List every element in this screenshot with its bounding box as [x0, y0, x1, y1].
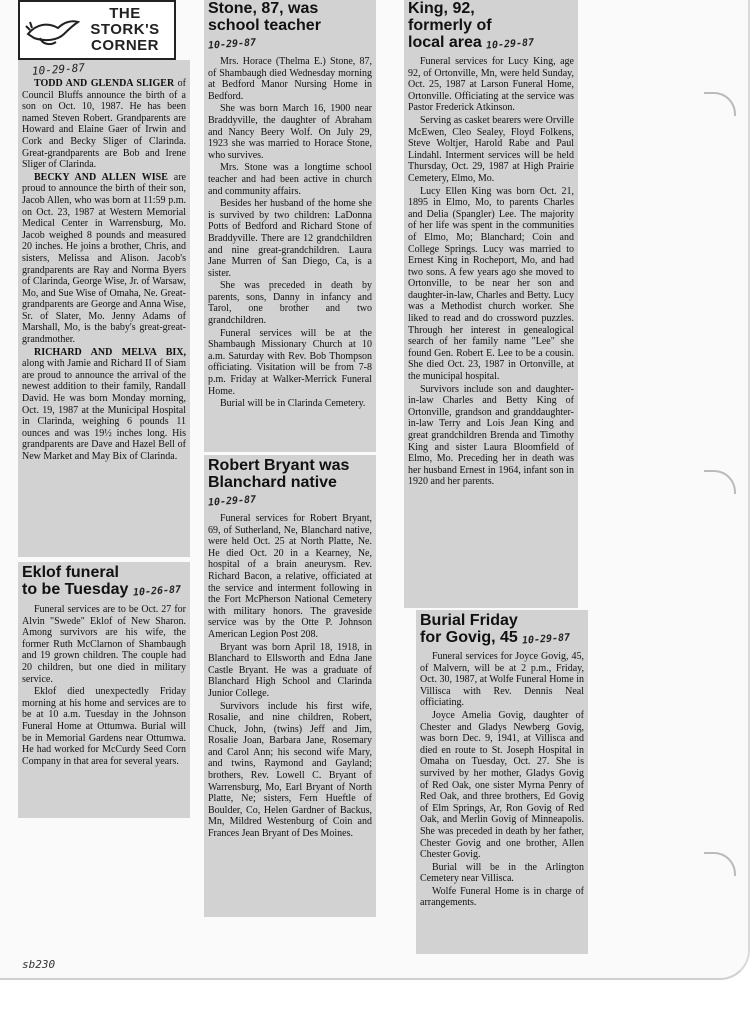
paragraph: Serving as casket bearers were Orville McEwen, Cleo Sealey, Floyd Folkens, Steve Woltjer, Harold Rabe and Paul Lindahl. Interment services will be held Thursday, Oct. 29, 1987 at High Prairie Cemetery, Elmo, Mo. [408, 114, 574, 184]
date-note: 10-29-87 [521, 632, 571, 647]
birth-announcement: of Council Bluffs announce the birth of a son on Oct. 10, 1987. He has been named Steven Robert. Grandparents are Howard and Elaine Gaer of Irwin and Cork and Becky Sliger of Clarinda. Great-grandparents are Bob and Irene Sliger of Clarinda. [22, 78, 186, 171]
logo-line: THE [109, 5, 141, 22]
storks-corner-column [18, 60, 190, 557]
date-note: 10-29-87 [207, 494, 257, 509]
headline: school teacher [208, 17, 321, 34]
date-note: 10-29-87 [31, 61, 86, 78]
birth-announcement: along with Jamie and Richard II of Siam are proud to announce the arrival of the newest addition to their family, Randall David. He was born Monday morning, Oct. 19, 1987 at the Municipal Hospital in Clarinda, weighing 6 pounds 11 ounces and was 19½ inches long. His grandparents are Dave and Hazel Bell of New Market and May Bix of Clarinda. [22, 358, 186, 462]
logo-line: STORK'S [90, 21, 160, 38]
date-note: 10-29-87 [207, 37, 257, 52]
paragraph: She was preceded in death by parents, sons, Danny in infancy and Tarol, one brother and two grandchildren. [208, 280, 372, 327]
parents-names: BECKY AND ALLEN WISE [34, 171, 168, 183]
paragraph: Lucy Ellen King was born Oct. 21, 1895 in Elmo, Mo, to parents Charles and Delia (Spangler) Lee. The majority of her life was spent in the communities of Elmo, Mo; Blanchard; Coin and College Springs. Lucy was married to Ernest King in Rocheport, Mo, and had two sons. A few years ago she moved to Ortonville, to be near her son and daughter-in-law, Charles and Betty. Lucy was a Methodist church worker. She liked to read and do crossword puzzles. Through her interest in genealogical search of her family name "Lee" she found Gen. Robert E. Lee to be a cousin. She died Oct. 23, 1987 in Ortonville, at the municipal hospital. [408, 185, 574, 383]
paragraph: Wolfe Funeral Home is in charge of arrangements. [420, 885, 584, 909]
parents-names: TODD AND GLENDA SLIGER [34, 78, 175, 89]
paragraph: Funeral services for Lucy King, age 92, of Ortonville, Mn, were held Sunday, Oct. 25, 1987 at Larson Funeral Home, Ortonville. Officiating at the service was Pastor Frederick Atkinson. [408, 56, 574, 114]
paragraph: Joyce Amelia Govig, daughter of Chester and Gladys Newberg Govig, was born Dec. 9, 1941, at Villisca and died en route to St. Joseph Hospital in Omaha on Tuesday, Oct. 27. She is survived by her mother, Gladys Govig of Red Oak, one sister Myrna Penry of Red Oak, and three brothers, Ed Govig of Elm Springs, Ar, Ron Govig of Red Oak, and Merlin Govig of Minneapolis. She was preceded in death by her father, Chester Govig and one brother, Allen Chester Govig. [420, 709, 584, 861]
stork-icon [24, 8, 80, 52]
headline: Robert Bryant was [208, 457, 350, 474]
storks-corner-logo [18, 0, 176, 60]
paragraph: Funeral services are to be Oct. 27 for Alvin "Swede" Eklof of New Sharon. Among survivors are his wife, the former Ruth McClarnon of Shambaugh and 19 grown children. The couple had 20 children, but one died in military service. [22, 604, 186, 685]
date-note: 10-26-87 [132, 584, 182, 599]
paragraph: Funeral services for Robert Bryant, 69, of Sutherland, Ne, Blanchard native, were held Oct. 25 at North Platte, Ne. He died Oct. 20 in a Kearney, Ne, hospital of a brain aneurysm. Rev. Richard Bacon, a relative, officiated at the service and interment following in the Fort McPherson National Cemetery with military honors. The graveside service was by the Otte P. Johnson American Legion Post 208. [208, 513, 372, 640]
logo-line: CORNER [90, 37, 159, 54]
parents-names: RICHARD AND MELVA BIX, [34, 346, 186, 358]
headline: for Govig, 45 [420, 629, 518, 646]
paragraph: Burial will be in the Arlington Cemetery near Villisca. [420, 861, 584, 885]
paragraph: Mrs. Stone was a longtime school teacher and had been active in church and community affairs. [208, 162, 372, 197]
king-obituary [404, 0, 578, 608]
headline: Blanchard native [208, 474, 337, 491]
paragraph: Funeral services for Joyce Govig, 45, of Malvern, will be at 2 p.m., Friday, Oct. 30, 1987, at Wolfe Funeral Home in Villisca with Rev. Dennis Neal officiating. [420, 651, 584, 709]
govig-obituary [416, 610, 588, 954]
eklof-obituary [18, 562, 190, 818]
paragraph: Eklof died unexpectedly Friday morning at his home and services are to be at 10 a.m. Tuesday in the Johnson Funeral Home at Ottumwa. Burial will be in Memorial Gardens near Ottumwa. He had worked for McCurdy Seed Corn Company in that area for several years. [22, 686, 186, 767]
headline: Eklof funeral [22, 564, 119, 581]
paragraph: Funeral services will be at the Shambaugh Missionary Church at 10 a.m. Saturday with Rev. Bob Thompson officiating. Visitation will be from 7-8 p.m. Friday at Walker-Merrick Funeral Home. [208, 327, 372, 397]
birth-announcement: are proud to announce the birth of their son, Jacob Allen, who was born at 11:59 p.m. on Oct. 23, 1987 at Western Memorial Medical Center in Warrensburg, Mo. Jacob weighed 8 pounds and measured 20 inches. He joins a brother, Chris, and sisters, Melissa and Alison. Jacob's grandparents are Ray and Norma Byers of Clarinda, George Wise, Jr. of Warsaw, Mo, and Sue Wise of Omaha, Ne. Great-grandparents are George and Anna Wise, Sr. of Slater, Mo. Jenny Adams of Marshall, Mo, is the baby's great-great-grandmother. [22, 171, 186, 346]
page-label: sb230 [22, 958, 56, 971]
paragraph: Survivors include his first wife, Rosalie, and nine children, Robert, Chuck, John, (twins) Jeff and Jim, Rosalie Joan, Barbara Jane, Rosemary and Carol Ann; his second wife Mary, and twins, Raymond and Gayland; brothers, Rev. Lowell C. Bryant of Warrensburg, Mo, Earl Bryant of North Platte, Ne; sisters, Fern Hueftle of Boulder, Co, Helen Gardner of Backus, Mn, Mildred Westenburg of Coin and Frances Jean Bryant of Des Moines. [208, 700, 372, 840]
paragraph: Besides her husband of the home she is survived by two children: LaDonna Potts of Bedford and Richard Stone of Braddyville. There are 12 grandchildren and nine great-grandchildren. Laura Jane Murren of San Diego, Ca, is a sister. [208, 198, 372, 279]
paragraph: Survivors include son and daughter-in-law Charles and Betty King of Ortonville, grandson and granddaughter-in-law Terry and Lois Jean King and great grandchildren Brenda and Timothy King and sister Laura Bloomfield of Elmo, Mo. Preceding her in death was her husband Ernest in 1964, infant son in 1920 and her parents. [408, 383, 574, 488]
headline: to be Tuesday [22, 581, 129, 598]
paragraph: Bryant was born April 18, 1918, in Blanchard to Ellsworth and Edna Jane Castle Bryant. He was a graduate of Blanchard High School and Clarinda Junior College. [208, 641, 372, 699]
stone-obituary [204, 0, 376, 452]
date-note: 10-29-87 [485, 37, 535, 52]
paragraph: Burial will be in Clarinda Cemetery. [220, 398, 366, 410]
headline: local area [408, 34, 482, 51]
headline: Stone, 87, was [208, 0, 319, 17]
headline: Burial Friday [420, 612, 518, 629]
paragraph: She was born March 16, 1900 near Braddyville, the daughter of Abraham and Nancy Beery Wolf. On July 29, 1923 she was married to Horace Stone, who survives. [208, 103, 372, 161]
headline: formerly of [408, 17, 492, 34]
headline: King, 92, [408, 0, 475, 17]
bryant-obituary [204, 455, 376, 917]
paragraph: Mrs. Horace (Thelma E.) Stone, 87, of Shambaugh died Wednesday morning at Bedford Manor Nursing Home in Bedford. [208, 56, 372, 102]
